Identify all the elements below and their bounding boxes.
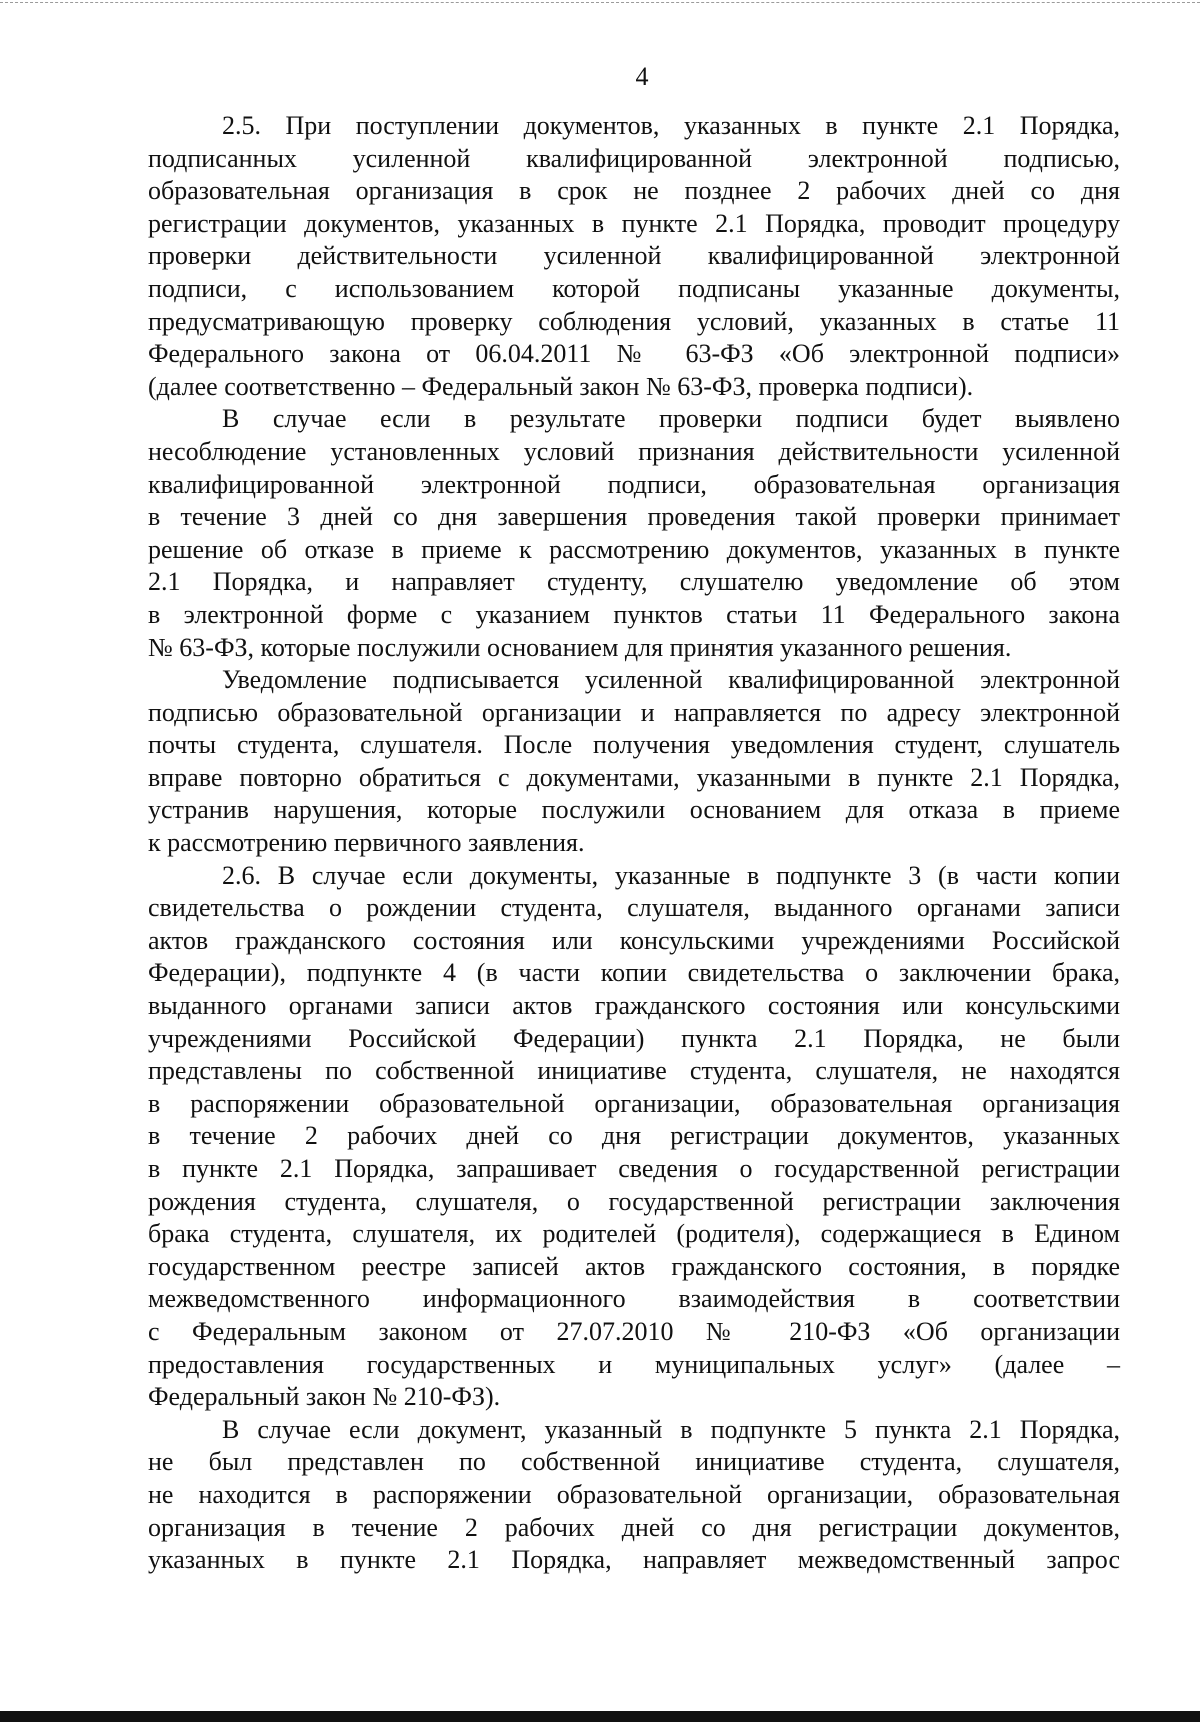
text-line: подписанных усиленной квалифицированной электронной подписью,: [148, 143, 1120, 173]
document-body: [148, 110, 1120, 1577]
text-line: квалифицированной электронной подписи, образовательная организация: [148, 469, 1120, 499]
text-line: Федерального закона от 06.04.2011 № 63-ФЗ «Об электронной подписи»: [148, 339, 1120, 369]
text-line: решение об отказе в приеме к рассмотрению документов, указанных в пункте: [148, 534, 1120, 564]
text-line: рождения студента, слушателя, о государственной регистрации заключения: [148, 1186, 1120, 1216]
text-line: в течение 2 рабочих дней со дня регистрации документов, указанных: [148, 1121, 1120, 1151]
text-line: государственном реестре записей актов гражданского состояния, в порядке: [148, 1251, 1120, 1281]
text-line: не был представлен по собственной инициативе студента, слушателя,: [148, 1447, 1120, 1477]
text-line: выданного органами записи актов гражданского состояния или консульскими: [148, 991, 1120, 1021]
text-line: Уведомление подписывается усиленной квалифицированной электронной: [222, 665, 1120, 695]
text-line: подписью образовательной организации и направляется по адресу электронной: [148, 697, 1120, 727]
paragraph: [148, 664, 1120, 860]
text-line: почты студента, слушателя. После получения уведомления студент, слушатель: [148, 730, 1120, 760]
text-line: Федеральный закон № 210-ФЗ).: [148, 1382, 501, 1412]
text-line: актов гражданского состояния или консульскими учреждениями Российской: [148, 925, 1120, 955]
text-line: брака студента, слушателя, их родителей (родителя), содержащиеся в Едином: [148, 1219, 1120, 1249]
text-line: несоблюдение установленных условий признания действительности усиленной: [148, 436, 1120, 466]
text-line: в электронной форме с указанием пунктов статьи 11 Федерального закона: [148, 599, 1120, 629]
page-number: 4: [635, 62, 649, 91]
text-line: в течение 3 дней со дня завершения проведения такой проверки принимает: [148, 502, 1120, 532]
text-line: № 63-ФЗ, которые послужили основанием для принятия указанного решения.: [148, 632, 1012, 662]
text-line: межведомственного информационного взаимодействия в соответствии: [148, 1284, 1120, 1314]
text-line: В случае если документ, указанный в подпункте 5 пункта 2.1 Порядка,: [222, 1414, 1120, 1444]
text-line: В случае если в результате проверки подписи будет выявлено: [222, 404, 1120, 434]
text-line: в распоряжении образовательной организации, образовательная организация: [148, 1088, 1120, 1118]
text-line: к рассмотрению первичного заявления.: [148, 828, 585, 858]
text-line: Федерации), подпункте 4 (в части копии свидетельства о заключении брака,: [148, 958, 1120, 988]
paragraph: [148, 1414, 1120, 1577]
text-line: с Федеральным законом от 27.07.2010 № 210-ФЗ «Об организации: [148, 1316, 1120, 1346]
text-line: подписи, с использованием которой подписаны указанные документы,: [148, 273, 1120, 303]
text-line: предусматривающую проверку соблюдения условий, указанных в статье 11: [148, 306, 1120, 336]
text-line: (далее соответственно – Федеральный закон № 63-ФЗ, проверка подписи).: [148, 371, 974, 401]
text-line: предоставления государственных и муниципальных услуг» (далее –: [148, 1349, 1120, 1379]
text-line: представлены по собственной инициативе студента, слушателя, не находятся: [148, 1056, 1120, 1086]
text-line: 2.1 Порядка, и направляет студенту, слушателю уведомление об этом: [148, 567, 1120, 597]
scan-top-edge: [0, 2, 1200, 3]
text-line: в пункте 2.1 Порядка, запрашивает сведения о государственной регистрации: [148, 1154, 1120, 1183]
scan-bottom-edge: [0, 1711, 1200, 1722]
paragraph: [148, 860, 1120, 1414]
text-line: 2.5. При поступлении документов, указанных в пункте 2.1 Порядка,: [222, 111, 1120, 140]
text-line: образовательная организация в срок не позднее 2 рабочих дней со дня: [148, 176, 1120, 206]
paragraph: [148, 110, 1120, 403]
text-line: свидетельства о рождении студента, слушателя, выданного органами записи: [148, 893, 1120, 923]
text-line: указанных в пункте 2.1 Порядка, направляет межведомственный запрос: [148, 1545, 1120, 1575]
text-line: учреждениями Российской Федерации) пункта 2.1 Порядка, не были: [148, 1023, 1120, 1053]
text-line: вправе повторно обратиться с документами, указанными в пункте 2.1 Порядка,: [148, 762, 1120, 792]
text-line: не находится в распоряжении образовательной организации, образовательная: [148, 1479, 1120, 1509]
text-line: регистрации документов, указанных в пункте 2.1 Порядка, проводит процедуру: [148, 208, 1120, 238]
paragraph: [148, 403, 1120, 664]
text-line: 2.6. В случае если документы, указанные в подпункте 3 (в части копии: [222, 860, 1120, 890]
text-line: проверки действительности усиленной квалифицированной электронной: [148, 241, 1120, 271]
text-line: устранив нарушения, которые послужили основанием для отказа в приеме: [148, 795, 1120, 825]
text-line: организация в течение 2 рабочих дней со дня регистрации документов,: [148, 1512, 1120, 1542]
